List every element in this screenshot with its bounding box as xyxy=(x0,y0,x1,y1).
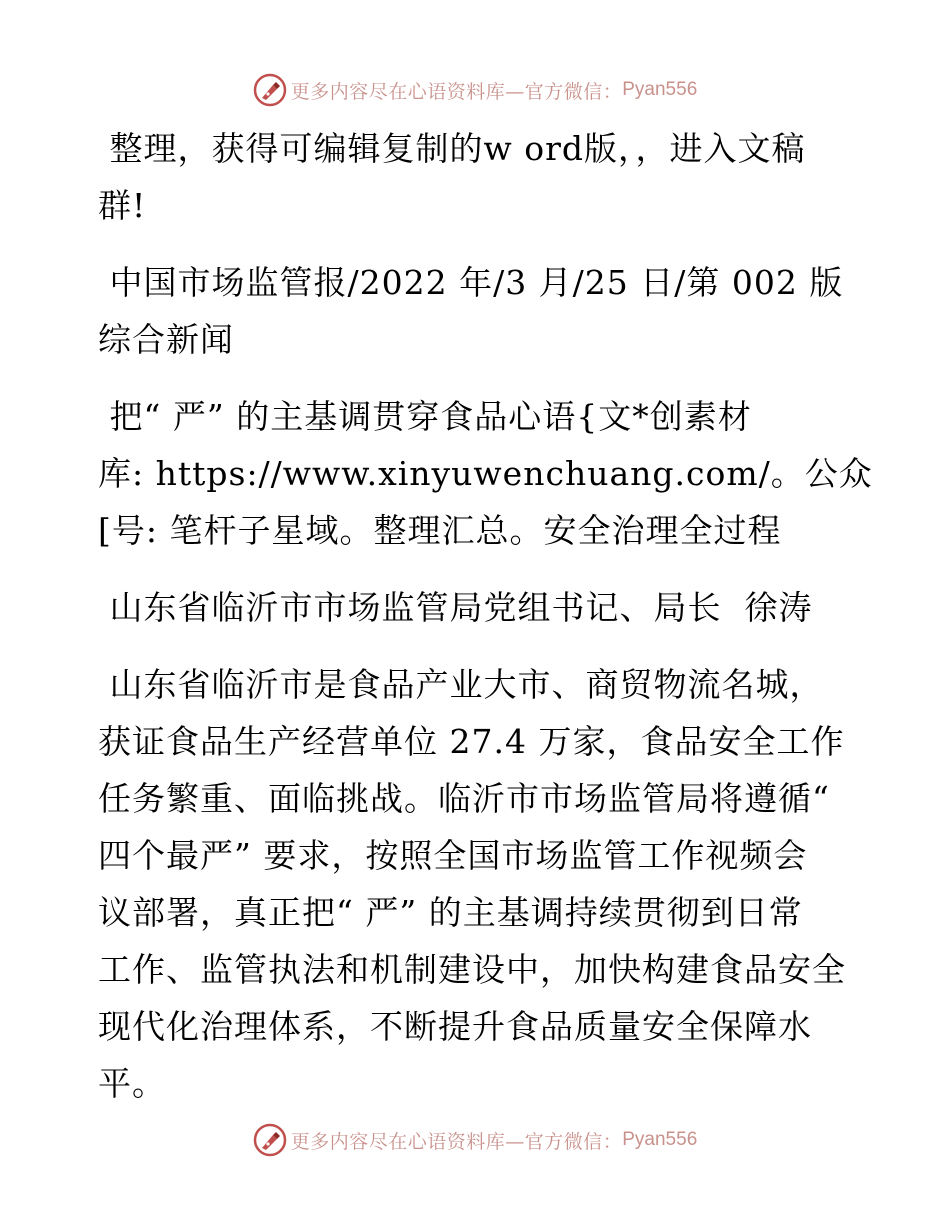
body-line: 四个最严” 要求，按照全国市场监管工作视频会 xyxy=(98,836,808,875)
intro-paragraph xyxy=(98,120,858,234)
watermark-site-text: 更多内容尽在心语资料库—官方微信： xyxy=(290,80,623,103)
pen-nib-logo-icon xyxy=(253,1123,287,1157)
body-line: 平。 xyxy=(98,1064,166,1103)
body-line: 现代化治理体系，不断提升食品质量安全保障水 xyxy=(98,1007,812,1046)
title-line: 库: https://www.xinyuwenchuang.com/。公众 xyxy=(98,454,873,493)
pen-nib-logo-icon xyxy=(253,73,287,107)
body-line: 议部署，真正把“ 严” 的主基调持续贯彻到日常 xyxy=(98,893,803,932)
intro-line: 群! xyxy=(98,186,147,225)
author-line xyxy=(98,579,858,636)
footer-watermark xyxy=(0,1120,950,1160)
body-line: 任务繁重、面临挑战。临沂市市场监管局将遵循“ xyxy=(98,779,830,818)
source-paragraph xyxy=(98,254,858,368)
title-paragraph xyxy=(98,388,873,559)
watermark-handle: Pyan556 xyxy=(622,79,698,100)
body-line: 山东省临沂市是食品产业大市、商贸物流名城， xyxy=(98,665,824,704)
body-line: 获证食品生产经营单位 27.4 万家，食品安全工作 xyxy=(98,722,845,761)
document-body xyxy=(98,120,873,1132)
body-line: 工作、监管执法和机制建设中，加快构建食品安全 xyxy=(98,950,846,989)
title-line: 把“ 严” 的主基调贯穿食品心语{文*创素材 xyxy=(98,397,752,436)
author-text: 山东省临沂市市场监管局党组书记、局长 徐涛 xyxy=(98,588,813,627)
source-line: 综合新闻 xyxy=(98,320,234,359)
body-paragraph xyxy=(98,656,858,1112)
header-watermark xyxy=(0,70,950,110)
title-line: [号: 笔杆子星域。整理汇总。安全治理全过程 xyxy=(98,511,782,550)
watermark-site-text: 更多内容尽在心语资料库—官方微信： xyxy=(290,1130,623,1153)
intro-line: 整理，获得可编辑复制的w ord版，，进入文稿 xyxy=(98,129,806,168)
source-line: 中国市场监管报/2022 年/3 月/25 日/第 002 版 xyxy=(98,263,844,302)
watermark-handle: Pyan556 xyxy=(622,1129,698,1150)
